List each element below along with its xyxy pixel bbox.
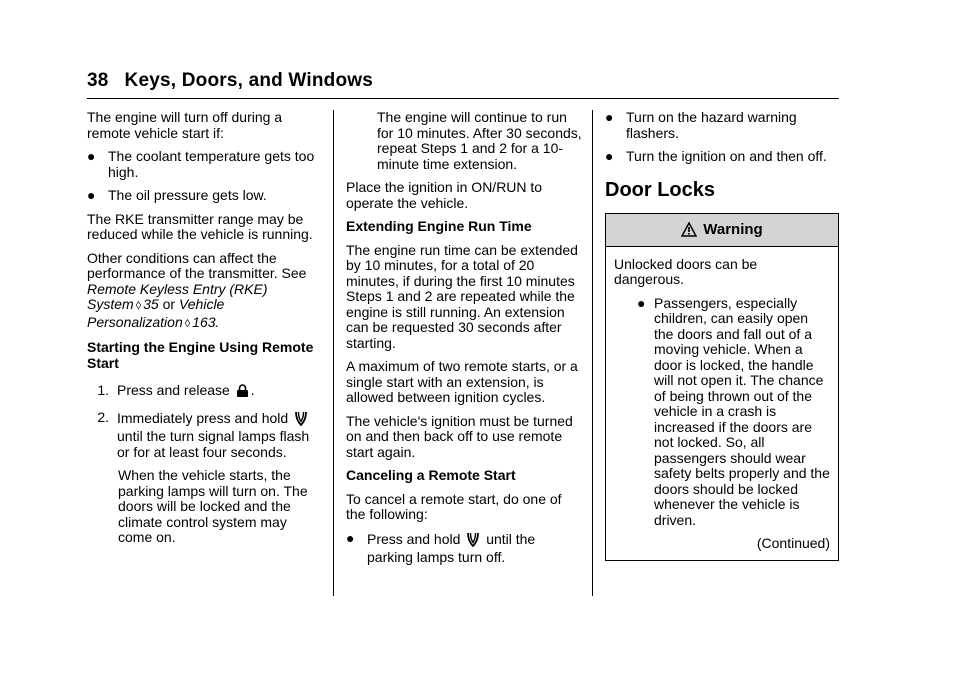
intro-text: The engine will turn off during a remote vehicle start if: (87, 109, 283, 141)
list-item: ● Passengers, especially children, can easily open the doors and fall out of a moving vehicle. When a door is locked, the handle will not open it. The chance of being thrown out of the vehicle in a crash is increased if the doors are not locked. So, all passengers should wear safety belts properly and the doors should be locked whenever the vehicle is driven. (637, 294, 830, 528)
ref-link-rke[interactable]: Remote Keyless Entry (RKE) System (87, 280, 268, 312)
list-item: ● Turn on the hazard warning flashers. (605, 109, 797, 141)
section-title: Door Locks (605, 178, 716, 201)
page-ref-icon: ◊ (184, 317, 191, 330)
column-3 (605, 110, 840, 561)
column-1 (87, 110, 322, 554)
ignition-text: The vehicle's ignition must be turned on and then back off to use remote start again. (346, 412, 573, 460)
bullet: ● (87, 187, 96, 203)
page-title: Keys, Doors, and Windows (124, 70, 374, 91)
lock-icon (236, 384, 249, 402)
page-ref-icon: ◊ (135, 300, 142, 312)
list-item: ● The coolant temperature gets too high. (87, 148, 315, 180)
page-header (87, 70, 373, 92)
column-divider-2 (592, 110, 593, 596)
heading-extend: Extending Engine Run Time (346, 218, 532, 234)
ref-page-rke[interactable]: 35 (143, 296, 159, 312)
continued-label: (Continued) (756, 535, 830, 551)
place-text: Place the ignition in ON/RUN to operate the vehicle. (346, 179, 543, 211)
heading-remote-start: Starting the Engine Using Remote Start (87, 339, 314, 371)
bullet: ● (637, 294, 646, 311)
step-2-note: When the vehicle starts, the parking lamps will turn on. The doors will be locked and the climate control system may come on. (118, 467, 308, 545)
conditions-text: Other conditions can affect the performance of the transmitter. See Remote Keyless Entry (RKE) System ◊ 35 or Vehicle Personalization ◊ 163. (87, 249, 307, 330)
bullet: ● (605, 109, 614, 125)
continue-text: The engine will continue to run for 10 minutes. After 30 seconds, repeat Steps 1 and 2 for a 10-minute time extension. (377, 109, 582, 172)
cancel-text: To cancel a remote start, do one of the following: (346, 490, 562, 522)
heading-cancel: Canceling a Remote Start (346, 467, 516, 483)
range-text: The RKE transmitter range may be reduced while the vehicle is running. (87, 210, 313, 242)
step-2: 2. Immediately press and hold until the turn signal lamps flash or for at least four seconds. (97, 408, 310, 460)
warning-intro: Unlocked doors can be dangerous. (614, 255, 758, 287)
ref-link-personalization[interactable]: Vehicle Personalization (87, 296, 225, 330)
warning-header (606, 214, 838, 247)
warning-title: Warning (703, 220, 763, 238)
list-item: ● Press and hold until the parking lamps turn off. (346, 529, 536, 565)
column-divider-1 (333, 110, 334, 596)
warning-body (606, 247, 838, 560)
list-item: ● Turn the ignition on and then off. (605, 148, 827, 164)
warning-box (605, 213, 839, 561)
page-number: 38 (87, 70, 109, 91)
bullet: ● (605, 148, 614, 164)
extend-text: The engine run time can be extended by 10 minutes, for a total of 20 minutes, if during the first 10 minutes Steps 1 and 2 are repeated while the engine is still running. An extension can be requested 30 seconds after starting. (346, 241, 578, 351)
remote-start-icon (466, 531, 480, 551)
step-1: 1. Press and release . (87, 383, 322, 402)
bullet: ● (346, 529, 355, 546)
ref-page-personalization[interactable]: 163 (192, 313, 216, 330)
remote-start-icon (294, 410, 308, 430)
warning-icon (681, 222, 703, 237)
max-text: A maximum of two remote starts, or a single start with an extension, is allowed between ignition cycles. (346, 358, 578, 405)
bullet: ● (87, 148, 96, 164)
header-rule (87, 98, 839, 99)
column-2 (346, 110, 582, 574)
list-item: ● The oil pressure gets low. (87, 187, 267, 203)
